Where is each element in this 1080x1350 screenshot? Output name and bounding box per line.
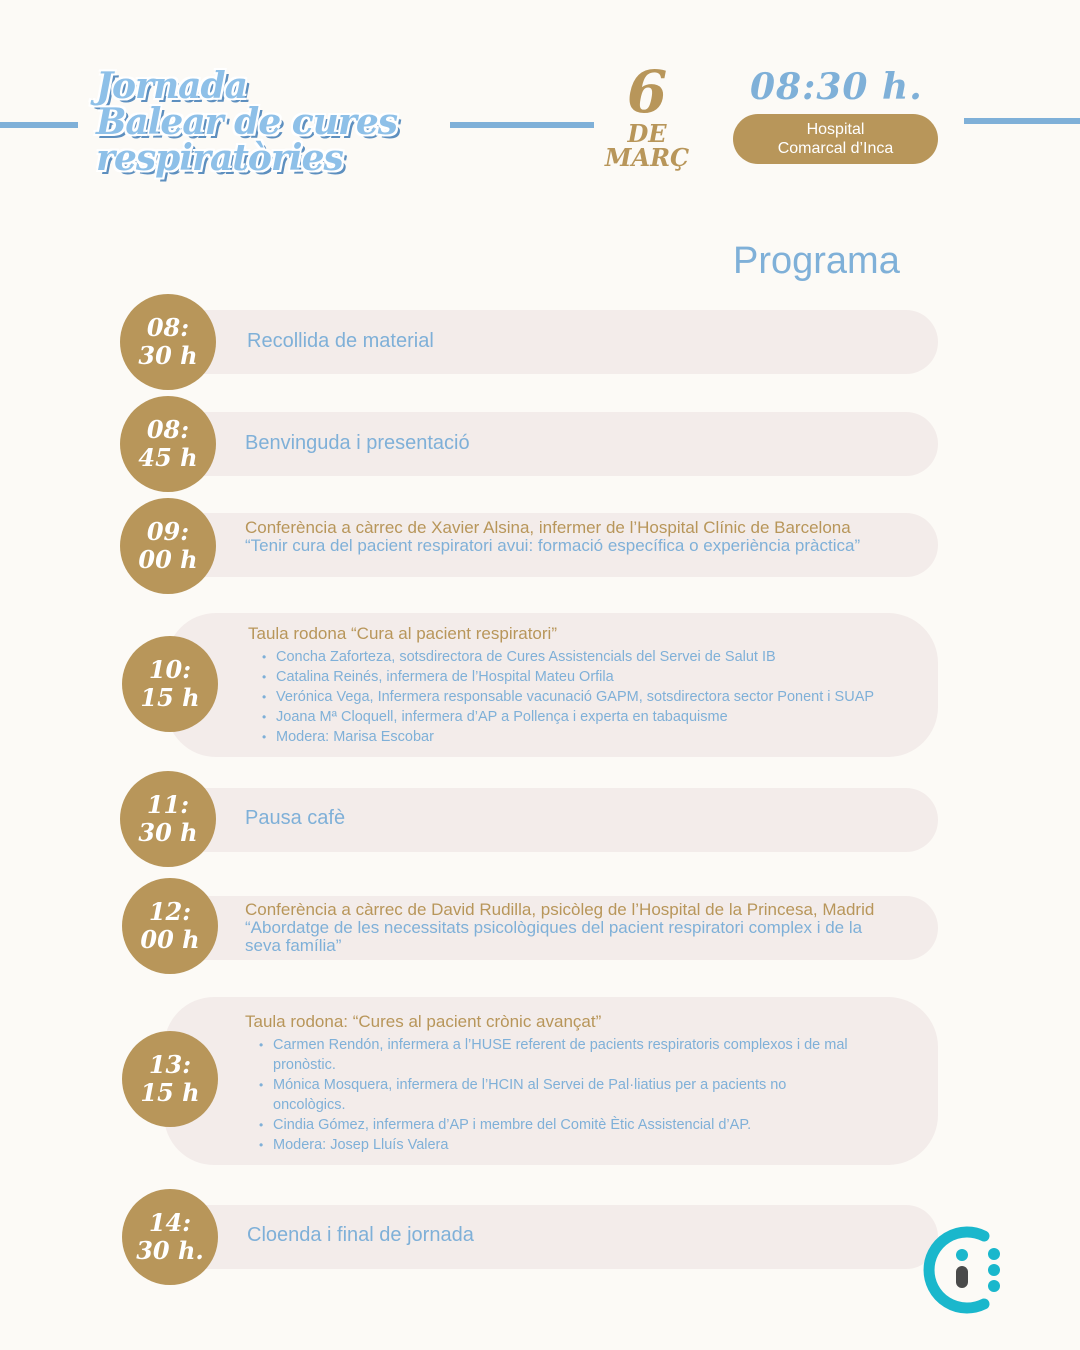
venue-line: Comarcal d’Inca xyxy=(777,140,894,157)
conference-text xyxy=(245,901,895,955)
list-item: • Modera: Josep Lluís Valera xyxy=(255,1135,855,1155)
event-date-month: MARÇ xyxy=(604,143,690,172)
list-item: • Modera: Marisa Escobar xyxy=(258,727,918,747)
conference-intro: Conferència a càrrec de xyxy=(245,518,432,537)
time-badge xyxy=(122,636,218,732)
time-badge xyxy=(122,878,218,974)
time-hour: 12: xyxy=(148,897,192,926)
round-table-title: Taula rodona: “Cures al pacient crònic avançat” xyxy=(245,1012,602,1031)
time-hour: 11: xyxy=(146,790,190,819)
event-date-day: 6 xyxy=(626,58,668,126)
time-hour: 08: xyxy=(146,313,190,342)
event-date-month: DE xyxy=(627,119,667,148)
time-hour: 14: xyxy=(148,1208,192,1237)
list-item: • Catalina Reinés, infermera de l’Hospital Mateu Orfila xyxy=(258,667,918,687)
time-badge xyxy=(120,771,216,867)
time-hour: 10: xyxy=(148,655,192,684)
list-item: • Verónica Vega, Infermera responsable vacunació GAPM, sotsdirectora sector Ponent i SUAP xyxy=(258,687,918,707)
agenda-item-text: Cloenda i final de jornada xyxy=(247,1224,474,1246)
time-minutes: 45 h xyxy=(138,443,198,472)
event-title-line: Jornada xyxy=(96,65,248,107)
venue-badge xyxy=(733,114,938,164)
agenda-item-text: Benvinguda i presentació xyxy=(245,432,470,454)
list-item: • Mónica Mosquera, infermera de l’HCIN al Servei de Pal·liatius per a pacients no oncològics. xyxy=(255,1075,855,1115)
panelist-list xyxy=(258,647,918,747)
info-logo-icon xyxy=(914,1222,1010,1318)
time-badge xyxy=(120,294,216,390)
header-divider-right xyxy=(964,118,1080,124)
event-start-time: 08:30 h. xyxy=(750,66,923,108)
event-date xyxy=(592,58,702,172)
header-divider-middle xyxy=(450,122,594,128)
time-hour: 13: xyxy=(148,1050,192,1079)
time-minutes: 15 h xyxy=(140,1078,200,1107)
header-divider-left xyxy=(0,122,78,128)
panelist-list xyxy=(255,1035,855,1155)
conference-speaker: Xavier Alsina, infermer de l’Hospital Clínic de Barcelona xyxy=(431,518,851,537)
event-title xyxy=(96,65,398,179)
agenda-item-text: Pausa cafè xyxy=(245,807,346,829)
event-title-line: respiratòries xyxy=(96,137,343,179)
time-minutes: 00 h xyxy=(138,545,198,574)
list-item: • Concha Zaforteza, sotsdirectora de Cures Assistencials del Servei de Salut IB xyxy=(258,647,918,667)
list-item: • Cindia Gómez, infermera d’AP i membre del Comitè Ètic Assistencial d’AP. xyxy=(255,1115,855,1135)
time-minutes: 30 h xyxy=(138,341,198,370)
time-minutes: 30 h. xyxy=(136,1236,204,1265)
time-minutes: 00 h xyxy=(140,925,200,954)
time-minutes: 15 h xyxy=(140,683,200,712)
conference-title: “Abordatge de les necessitats psicològiques del pacient respiratori complex i de la seva família” xyxy=(245,918,863,955)
venue-line: Hospital xyxy=(806,121,865,138)
time-badge xyxy=(122,1031,218,1127)
time-hour: 09: xyxy=(146,517,190,546)
time-hour: 08: xyxy=(146,415,190,444)
conference-speaker: David Rudilla, psicòleg de l’Hospital de la Princesa, Madrid xyxy=(431,900,875,919)
round-table-title: Taula rodona “Cura al pacient respiratori” xyxy=(248,624,557,643)
list-item: • Carmen Rendón, infermera a l’HUSE referent de pacients respiratoris complexos i de mal pronòstic. xyxy=(255,1035,855,1075)
conference-text xyxy=(245,519,865,555)
time-badge xyxy=(122,1189,218,1285)
conference-intro: Conferència a càrrec de xyxy=(245,900,432,919)
time-badge xyxy=(120,396,216,492)
section-title: Programa xyxy=(733,240,900,282)
agenda-item-text: Recollida de material xyxy=(247,330,434,352)
conference-title: “Tenir cura del pacient respiratori avui: formació específica o experiència pràctica” xyxy=(245,536,861,555)
list-item: • Joana Mª Cloquell, infermera d’AP a Pollença i experta en tabaquisme xyxy=(258,707,918,727)
time-badge xyxy=(120,498,216,594)
time-minutes: 30 h xyxy=(138,818,198,847)
event-title-line: Balear de cures xyxy=(96,101,398,143)
